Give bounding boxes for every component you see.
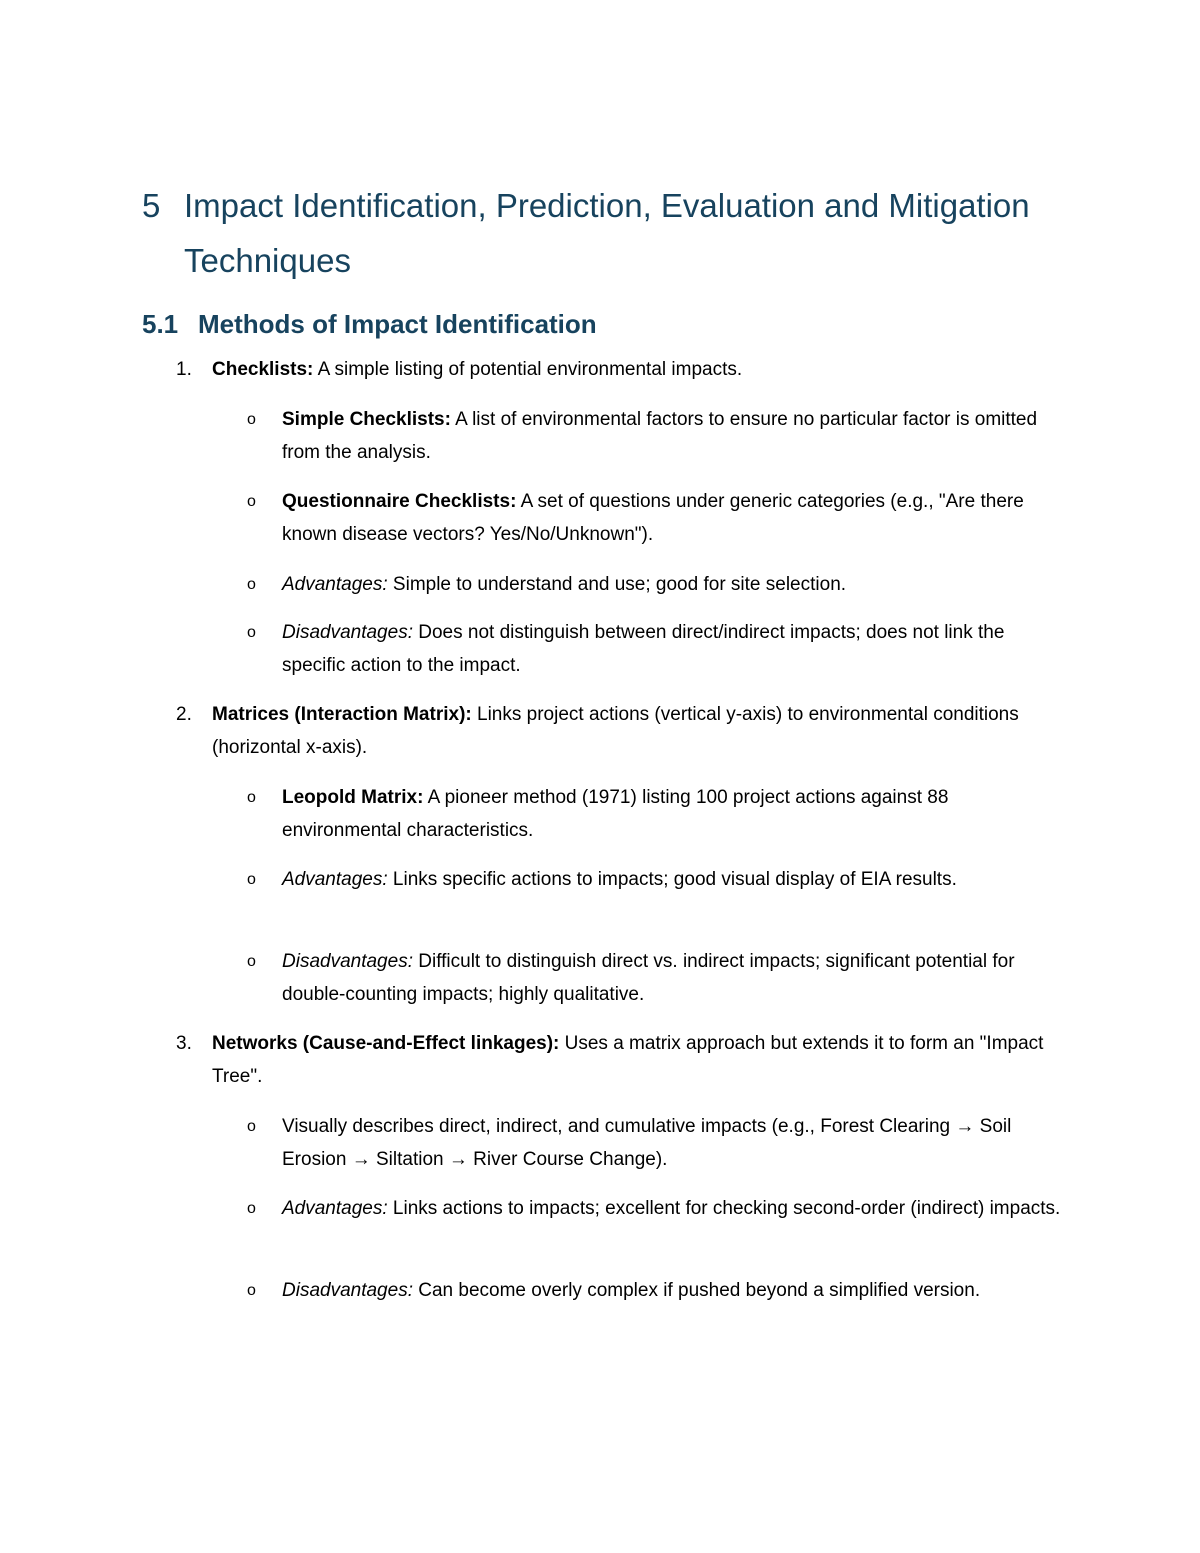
sub-item-term: Disadvantages: — [282, 951, 413, 972]
list-number: 2. — [176, 704, 192, 725]
bullet-marker: o — [247, 576, 256, 593]
sub-item-term: Advantages: — [282, 574, 388, 595]
heading-1-text: Impact Identification, Prediction, Evaluation and Mitigation Techniques — [184, 187, 1030, 279]
sub-item-text — [282, 781, 1072, 847]
bullet-marker: o — [247, 411, 256, 428]
sub-item-term: Disadvantages: — [282, 1280, 413, 1301]
sub-item-term: Disadvantages: — [282, 622, 413, 643]
item-term: Checklists: — [212, 359, 314, 380]
item-term: Matrices (Interaction Matrix): — [212, 704, 472, 725]
bullet-marker: o — [247, 1282, 256, 1299]
item-description: Uses a matrix approach but extends it to form an "Impact Tree". — [212, 1033, 1044, 1087]
list-item-text — [212, 1027, 1072, 1093]
heading-1-number: 5 — [142, 187, 161, 224]
sub-item-text — [282, 1192, 1072, 1225]
bullet-marker: o — [247, 789, 256, 806]
sub-item-text — [282, 403, 1072, 469]
sub-item-description: A pioneer method (1971) listing 100 project actions against 88 environmental characteristics. — [282, 787, 949, 841]
sub-item-text — [282, 1274, 1072, 1307]
sub-item-description: A list of environmental factors to ensure no particular factor is omitted from the analysis. — [282, 409, 1038, 463]
sub-item-text — [282, 485, 1072, 551]
sub-item-term: Simple Checklists: — [282, 409, 451, 430]
sub-item-term: Questionnaire Checklists: — [282, 491, 517, 512]
list-number: 1. — [176, 359, 192, 380]
bullet-marker: o — [247, 493, 256, 510]
sub-item-description: Difficult to distinguish direct vs. indirect impacts; significant potential for double-counting impacts; highly qualitative. — [282, 951, 1015, 1005]
item-term: Networks (Cause-and-Effect linkages): — [212, 1033, 560, 1054]
sub-item-term: Advantages: — [282, 1198, 388, 1219]
bullet-marker: o — [247, 1118, 256, 1135]
heading-2-text: Methods of Impact Identification — [198, 309, 597, 339]
sub-item-description: Links specific actions to impacts; good visual display of EIA results. — [387, 869, 957, 890]
sub-item-term: Advantages: — [282, 869, 388, 890]
item-description: Links project actions (vertical y-axis) to environmental conditions (horizontal x-axis). — [212, 704, 1019, 758]
sub-item-description: A set of questions under generic categories (e.g., "Are there known disease vectors? Yes/No/Unknown"). — [282, 491, 1024, 545]
sub-item-text — [282, 616, 1072, 682]
sub-item-description: Links actions to impacts; excellent for checking second-order (indirect) impacts. — [387, 1198, 1061, 1219]
bullet-marker: o — [247, 953, 256, 970]
sub-item-description: Can become overly complex if pushed beyond a simplified version. — [412, 1280, 981, 1301]
sub-item-term: Leopold Matrix: — [282, 787, 424, 808]
sub-item-text — [282, 863, 1072, 896]
sub-item-description: Simple to understand and use; good for site selection. — [387, 574, 847, 595]
bullet-marker: o — [247, 1200, 256, 1217]
list-number: 3. — [176, 1033, 192, 1054]
sub-item-text — [282, 1110, 1072, 1176]
sub-item-text — [282, 568, 1072, 601]
sub-item-description: Does not distinguish between direct/indirect impacts; does not link the specific action to the impact. — [282, 622, 1005, 676]
sub-item-description: Visually describes direct, indirect, and cumulative impacts (e.g., Forest Clearing → Soil Erosion → Siltation → River Course Change). — [282, 1116, 1012, 1170]
bullet-marker: o — [247, 624, 256, 641]
list-item-text — [212, 353, 1072, 386]
heading-2-number: 5.1 — [142, 309, 179, 339]
item-description: A simple listing of potential environmental impacts. — [313, 359, 743, 380]
bullet-marker: o — [247, 871, 256, 888]
list-item-text — [212, 698, 1072, 764]
sub-item-text — [282, 945, 1072, 1011]
